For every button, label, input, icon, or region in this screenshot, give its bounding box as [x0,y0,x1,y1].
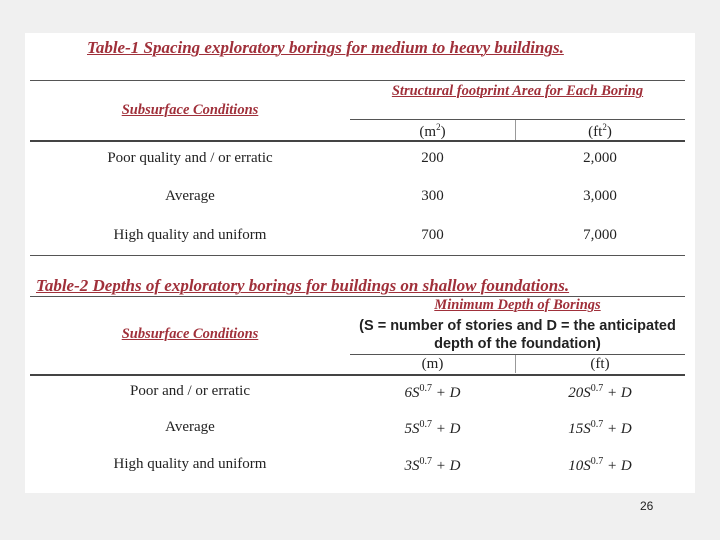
table2-row2-depth-m: $5S^{0.7} + D$ [404,419,461,437]
page-number: 26 [640,499,654,513]
table1-row2-condition: Average [165,188,215,204]
table2-note-line2: depth of the foundation) [434,336,601,352]
table1-row2-m2: 300 [421,188,444,204]
table2-row1-depth-ft: $20S^{0.7} + D$ [568,383,632,401]
slide-content [25,33,695,493]
table1-row1-ft2: 2,000 [583,150,617,166]
table2-group-rule [350,354,685,355]
table2-group-header: Minimum Depth of Borings [434,297,601,313]
table1-top-rule [30,80,685,81]
table1-row3-ft2: 7,000 [583,227,617,243]
table2-row3-depth-ft: $10S^{0.7} + D$ [568,456,632,474]
table2-row1-depth-m: $6S^{0.7} + D$ [404,383,461,401]
table2-row3-condition: High quality and uniform [113,456,267,472]
table2-row2-condition: Average [165,419,215,435]
table2-row3-depth-m: $3S^{0.7} + D$ [404,456,461,474]
table2-row1-condition: Poor and / or erratic [130,383,250,399]
table1-group-rule [350,119,685,120]
table2-note-line1: (S = number of stories and D = the anticipated [359,318,676,334]
table1-row3-m2: 700 [421,227,444,243]
table1-unit-ft2: $(ft^2)$ [588,122,612,140]
table2-row2-depth-ft: $15S^{0.7} + D$ [568,419,632,437]
table1-bottom-rule [30,255,685,256]
table1-col-header: Subsurface Conditions [121,102,259,118]
table2-col-header: Subsurface Conditions [121,326,259,342]
table2-header-rule [30,374,685,376]
table2-unit-m: (m) [421,356,444,372]
table1-row1-m2: 200 [421,150,444,166]
table1-group-header: Structural footprint Area for Each Boring [391,83,644,99]
table1-row3-condition: High quality and uniform [113,227,267,243]
table2-caption: Table-2 Depths of exploratory borings for buildings on shallow foundations. [36,276,570,295]
table1-row1-condition: Poor quality and / or erratic [107,150,273,166]
table1-row2-ft2: 3,000 [583,188,617,204]
table1-caption: Table-1 Spacing exploratory borings for medium to heavy buildings. [87,38,564,57]
table1-unit-m2: $(m^2)$ [419,122,446,140]
table2-unit-ft: (ft) [590,356,610,372]
table1-header-rule [30,140,685,142]
